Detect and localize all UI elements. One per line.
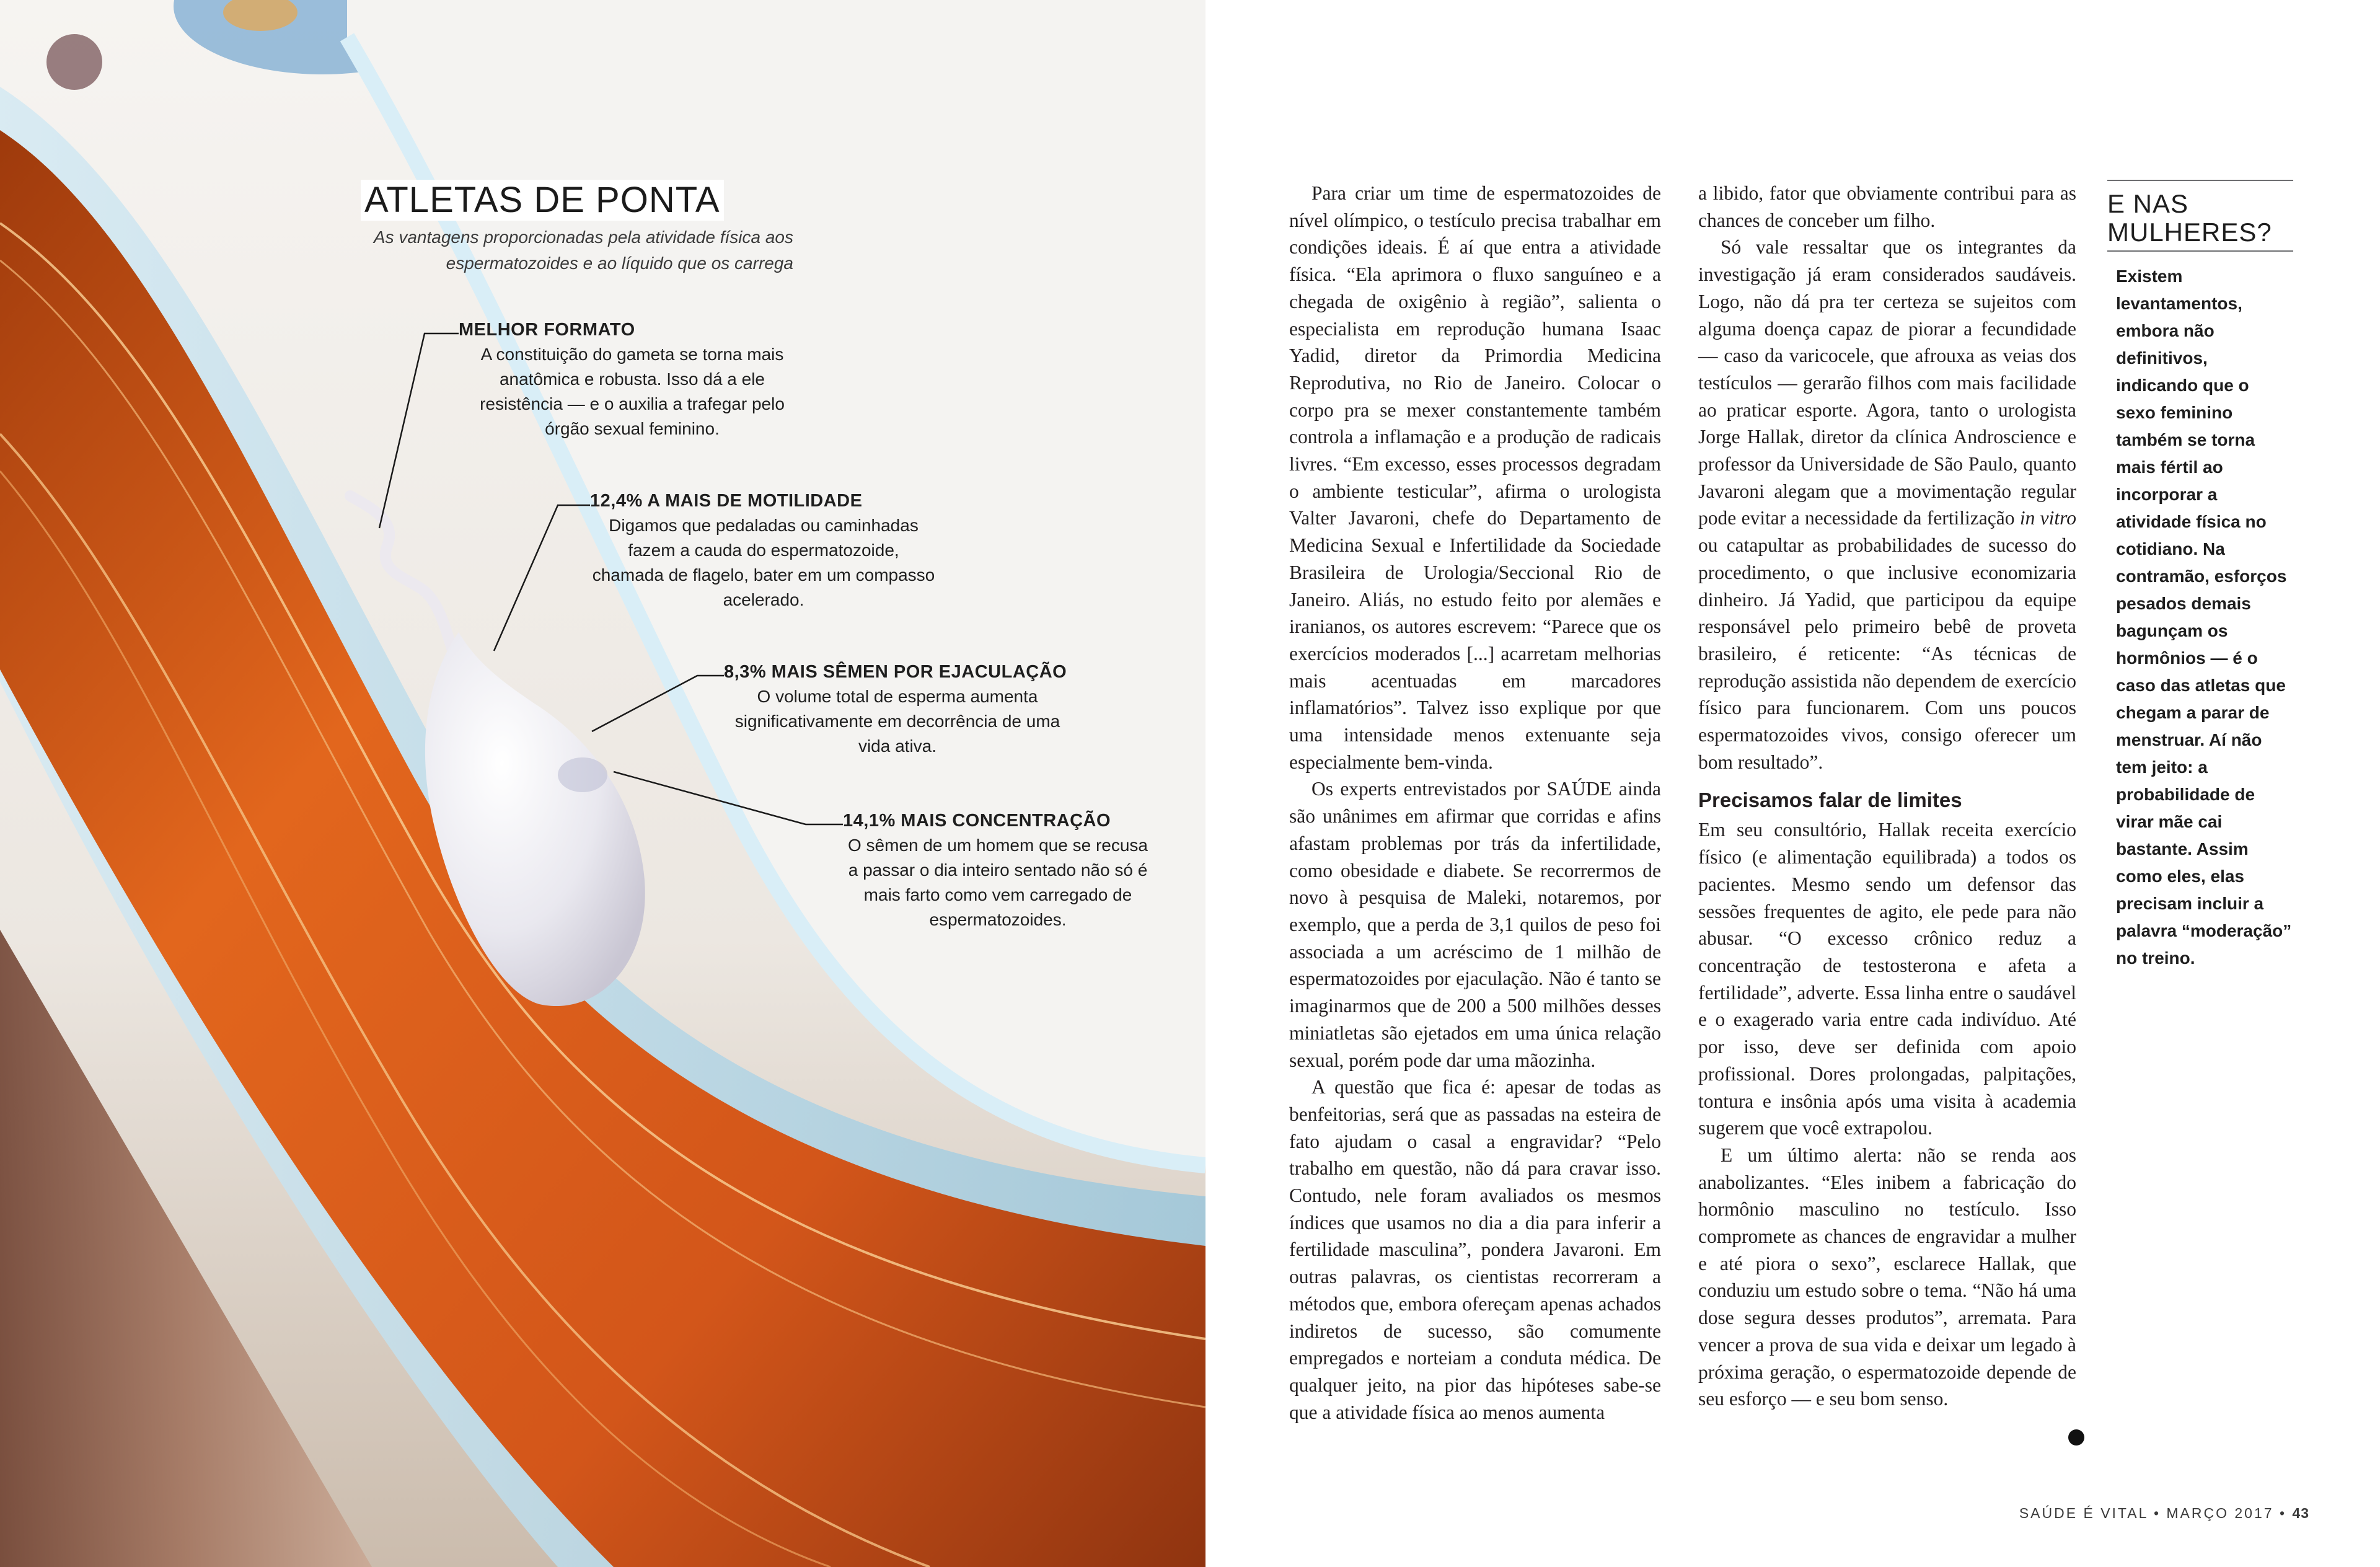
article-paragraph: Os experts entrevistados por SAÚDE ainda são unânimes em afirmar que corridas e afins afastam problemas por trás da infertilidade, como obesidade e diabete. Se recorrermos de novo à pesquisa de Maleki, notaremos, por exemplo, que a perda de 3,1 quilos de peso foi associada a um acréscimo de 1 milhão de espermatozoides por ejaculação. Não é tanto se imaginarmos que de 200 a 500 milhões desses miniatletas são ejetados em uma única relação sexual, porém pode dar uma mãozinha. (1289, 778, 1661, 1071)
sidebar-top-rule (2107, 180, 2293, 181)
page-footer (2019, 1505, 2309, 1522)
callout-text: A constituição do gameta se torna mais anatômica e robusta. Isso dá a ele resistência — e o auxilia a trafegar pelo órgão sexual feminino. (480, 345, 785, 438)
footer-separator: • (2279, 1505, 2287, 1521)
callout-volume (724, 660, 1071, 759)
article-paragraph: Em seu consultório, Hallak receita exercício físico (e alimentação equilibrada) a todos os pacientes. Mesmo sendo um defensor das sessões frequentes de agito, ele pede para não abusar. “O excesso crônico reduz a concentração de testosterona e afeta a fertilidade”, adverte. Essa linha entre o saudável e o exagerado varia entre cada indivíduo. Até por isso, deve ser definida com apoio profissional. Dores prolongadas, palpitações, tontura e insônia após uma visita à academia sugerem que você extrapolou. (1698, 819, 2076, 1139)
footer-separator: • (2153, 1505, 2161, 1521)
article-paragraph: E um último alerta: não se renda aos anabolizantes. “Eles inibem a fabricação do hormônio masculino no testículo. Isso compromete as chances de engravidar a mulher e até piora o sexo”, esclarece Hallak, que conduziu um estudo sobre o tema. “Não há uma dose segura desses produtos”, arremata. Para vencer a prova de sua vida e deixar um legado à próxima geração, o espermatozoide depende de seu esforço — e seu bom senso. (1698, 1144, 2076, 1410)
callout-text: O sêmen de um homem que se recusa a passar o dia inteiro sentado não só é mais farto como vem carregado de espermatozoides. (847, 836, 1148, 929)
sidebar-title-rule (2107, 250, 2293, 252)
callout-text: Digamos que pedaladas ou caminhadas fazem a cauda do espermatozoide, chamada de flagelo, bater em um compasso acelerado. (592, 516, 935, 609)
italic-term: in vitro (2019, 507, 2077, 529)
article-column-1 (1289, 180, 1661, 1426)
callout-motility (590, 488, 937, 612)
callout-heading: 12,4% A MAIS DE MOTILIDADE (590, 491, 863, 511)
paragraph-text: ou catapultar as probabilidades de sucesso do procedimento, o que inclusive economizaria dinheiro. Já Yadid, que participou da equipe responsável pelo primeiro bebê de proveta brasileiro, é reticente: “As técnicas de reprodução assistida não dependem de exercício físico para funcionarem. Com uns poucos espermatozoides vivos, consigo oferecer um bom resultado”. (1698, 534, 2076, 773)
callout-text: O volume total de esperma aumenta significativamente em decorrência de uma vida ativa. (734, 687, 1060, 756)
article-end-mark (2068, 1429, 2084, 1446)
article-paragraph: a libido, fator que obviamente contribui para as chances de conceber um filho. (1698, 182, 2076, 231)
callout-concentration (843, 808, 1153, 932)
callout-shape (459, 317, 806, 441)
infographic-subtitle: As vantagens proporcionadas pela atividade física aos espermatozoides e ao líquido que os carrega (373, 227, 793, 273)
article-paragraph (1698, 234, 2076, 775)
callout-heading: MELHOR FORMATO (459, 320, 635, 340)
paragraph-text: Só vale ressaltar que os integrantes da investigação já eram considerados saudáveis. Logo, não dá pra ter certeza se sujeitos com alguma doença capaz de piorar a fecundidade — caso da varicocele, que afrouxa as veias dos testículos — gerarão filhos com mais facilidade ao praticar esporte. Agora, tanto o urologista Jorge Hallak, diretor da clínica Androscience e professor da Universidade de São Paulo, quanto Javaroni alegam que a movimentação regular pode evitar a necessidade da fertilização (1698, 236, 2076, 529)
article-subhead: Precisamos falar de limites (1698, 788, 1962, 812)
footer-magazine: SAÚDE É VITAL (2019, 1505, 2148, 1521)
sidebar-box (2107, 180, 2293, 972)
article-paragraph: A questão que fica é: apesar de todas as benfeitorias, será que as passadas na esteira de fato ajudam o casal a engravidar? “Pelo trabalho em questão, não dá para cravar isso. Contudo, nele foram avaliados os mesmos índices que usamos no dia a dia para inferir a fertilidade masculina”, pondera Javaroni. Em outras palavras, os cientistas recorreram a métodos que, embora ofereçam apenas achados indiretos de sucesso, são comumente empregados e norteiam a conduta médica. De qualquer jeito, na pior das hipóteses sabe-se que a atividade física ao menos aumenta (1289, 1076, 1661, 1423)
sidebar-text: Existem levantamentos, embora não definitivos, indicando que o sexo feminino também se torna mais fértil ao incorporar a atividade física no cotidiano. Na contramão, esforços pesados demais bagunçam os hormônios — é o caso das atletas que chegam a parar de menstruar. Aí não tem jeito: a probabilidade de virar mãe cai bastante. Assim como eles, elas precisam incluir a palavra “moderação” no treino. (2116, 267, 2292, 968)
page-number: 43 (2292, 1505, 2309, 1521)
sidebar-title: E NAS MULHERES? (2107, 189, 2272, 247)
article-paragraph: Para criar um time de espermatozoides de nível olímpico, o testículo precisa trabalhar em condições ideais. É aí que entra a atividade física. “Ela aprimora o fluxo sanguíneo e a chegada de oxigênio à região”, salienta o especialista em reprodução humana Isaac Yadid, diretor da Primordia Medicina Reprodutiva, no Rio de Janeiro. Colocar o corpo pra se mexer constantemente também controla a inflamação e a produção de radicais livres. “Em excesso, esses processos degradam o ambiente testicular”, afirma o urologista Valter Javaroni, chefe do Departamento de Medicina Sexual e Infertilidade da Sociedade Brasileira de Urologia/Seccional Rio de Janeiro. Aliás, no estudo feito por alemães e iranianos, os autores escrevem: “Parece que os exercícios moderados [...] acarretam melhorias mais acentuadas em marcadores inflamatórios”. Talvez isso explique por que uma intensidade menos extenuante seja especialmente bem-vinda. (1289, 182, 1661, 773)
infographic-title: ATLETAS DE PONTA (361, 180, 724, 221)
footer-date: MARÇO 2017 (2166, 1505, 2274, 1521)
article-column-2 (1698, 180, 2076, 1413)
callout-heading: 14,1% MAIS CONCENTRAÇÃO (843, 811, 1111, 831)
callout-heading: 8,3% MAIS SÊMEN POR EJACULAÇÃO (724, 662, 1067, 682)
